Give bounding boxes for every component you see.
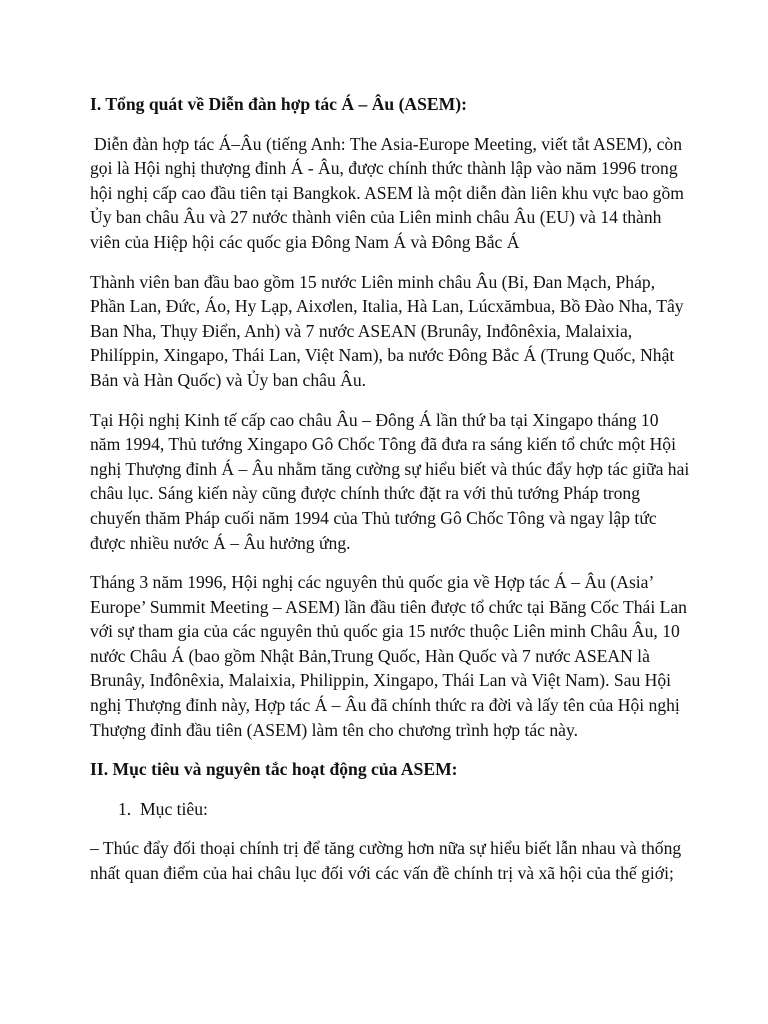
section-1-paragraph-2: Thành viên ban đầu bao gồm 15 nước Liên minh châu Âu (Bỉ, Đan Mạch, Pháp, Phần Lan, Đức, Áo, Hy Lạp, Aixơlen, Italia, Hà Lan, Lúcxămbua, Bồ Đào Nha, Tây Ban Nha, Thụy Điển, Anh) và 7 nước ASEAN (Brunây, Inđônêxia, Malaixia, Philíppin, Xingapo, Thái Lan, Việt Nam), ba nước Đông Bắc Á (Trung Quốc, Nhật Bản và Hàn Quốc) và Ủy ban châu Âu. [90, 271, 684, 390]
section-1-paragraph-1: Diễn đàn hợp tác Á–Âu (tiếng Anh: The Asia-Europe Meeting, viết tắt ASEM), còn gọi là Hội nghị thượng đỉnh Á - Âu, được chính thức thành lập vào năm 1996 trong hội nghị cấp cao đầu tiên tại Bangkok. ASEM là một diễn đàn liên khu vực bao gồm Ủy ban châu Âu và 27 nước thành viên của Liên minh châu Âu (EU) và 14 thành viên của Hiệp hội các quốc gia Đông Nam Á và Đông Bắc Á [90, 133, 684, 252]
document-page [90, 92, 690, 901]
section-2-heading: II. Mục tiêu và nguyên tắc hoạt động của ASEM: [90, 759, 458, 780]
section-1-paragraph-4: Tháng 3 năm 1996, Hội nghị các nguyên thủ quốc gia về Hợp tác Á – Âu (Asia’ Europe’ Summit Meeting – ASEM) lần đầu tiên được tổ chức tại Băng Cốc Thái Lan với sự tham gia của các nguyên thủ quốc gia 15 nước thuộc Liên minh Châu Âu, 10 nước Châu Á (bao gồm Nhật Bản,Trung Quốc, Hàn Quốc và 7 nước ASEAN là Brunây, Inđônêxia, Malaixia, Philippin, Xingapo, Thái Lan và Việt Nam). Sau Hội nghị Thượng đỉnh này, Hợp tác Á – Âu đã chính thức ra đời và lấy tên của Hội nghị Thượng đỉnh đầu tiên (ASEM) làm tên cho chương trình hợp tác này. [90, 572, 687, 740]
list-item-objectives [90, 797, 690, 822]
section-1-heading: I. Tổng quát về Diễn đàn hợp tác Á – Âu (ASEM): [90, 94, 467, 114]
list-item-number: 1. [118, 798, 132, 819]
section-1-paragraph-3: Tại Hội nghị Kinh tế cấp cao châu Âu – Đông Á lần thứ ba tại Xingapo tháng 10 năm 1994, Thủ tướng Xingapo Gô Chốc Tông đã đưa ra sáng kiến tổ chức một Hội nghị Thượng đỉnh Á – Âu nhằm tăng cường sự hiểu biết và thúc đẩy hợp tác giữa hai châu lục. Sáng kiến này cũng được chính thức đặt ra với thủ tướng Pháp trong chuyến thăm Pháp cuối năm 1994 của Thủ tướng Gô Chốc Tông và ngay lập tức được nhiều nước Á – Âu hưởng ứng. [90, 409, 690, 553]
section-2-paragraph-1: – Thúc đẩy đối thoại chính trị để tăng cường hơn nữa sự hiểu biết lẫn nhau và thống nhất quan điểm của hai châu lục đối với các vấn đề chính trị và xã hội của thế giới; [90, 838, 682, 884]
list-item-label: Mục tiêu: [140, 798, 208, 819]
